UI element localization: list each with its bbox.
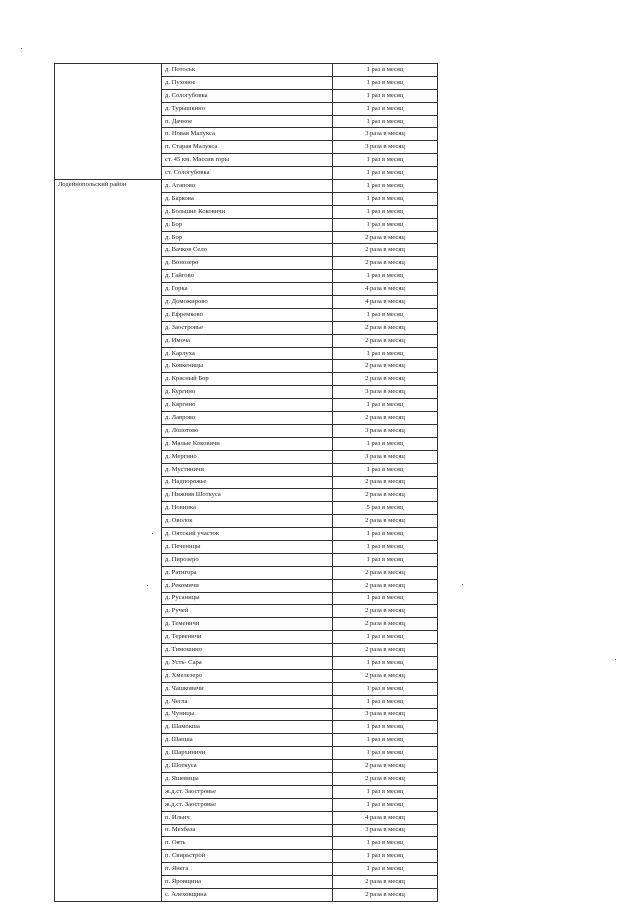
- frequency-cell: 4 раза в месяц: [333, 283, 438, 296]
- settlement-cell: ж.д.ст. Заостровье: [162, 798, 333, 811]
- settlement-cell: д. Чашковичи: [162, 682, 333, 695]
- settlement-cell: д. Надпорожье: [162, 476, 333, 489]
- frequency-cell: 1 раз в месяц: [333, 798, 438, 811]
- settlement-cell: д. Вонозеро: [162, 257, 333, 270]
- frequency-cell: 1 раз в месяц: [333, 192, 438, 205]
- frequency-cell: 5 раз в месяц: [333, 502, 438, 515]
- settlement-cell: п. Старая Малукса: [162, 141, 333, 154]
- settlement-cell: д. Турышкино: [162, 102, 333, 115]
- frequency-cell: 4 раза в месяц: [333, 296, 438, 309]
- frequency-cell: 2 раза в месяц: [333, 257, 438, 270]
- frequency-cell: 2 раза в месяц: [333, 644, 438, 657]
- frequency-cell: 1 раз в месяц: [333, 154, 438, 167]
- settlement-cell: д. Большие Коковичи: [162, 205, 333, 218]
- frequency-cell: 1 раз в месяц: [333, 734, 438, 747]
- settlement-cell: д. Доможирово: [162, 296, 333, 309]
- frequency-cell: 2 раза в месяц: [333, 876, 438, 889]
- settlement-cell: д. Теменичи: [162, 618, 333, 631]
- settlement-cell: д. Горка: [162, 283, 333, 296]
- frequency-cell: 1 раз в месяц: [333, 540, 438, 553]
- settlement-cell: д. Шархиничи: [162, 747, 333, 760]
- frequency-cell: 2 раза в месяц: [333, 360, 438, 373]
- frequency-cell: 1 раз в месяц: [333, 747, 438, 760]
- settlement-cell: п. Оять: [162, 837, 333, 850]
- frequency-cell: 1 раз в месяц: [333, 64, 438, 77]
- settlement-cell: д. Потоськ: [162, 64, 333, 77]
- settlement-cell: д. Чегла: [162, 695, 333, 708]
- settlement-cell: с. Алеховщина: [162, 889, 333, 902]
- settlement-cell: д. Баркова: [162, 192, 333, 205]
- frequency-cell: 2 раза в месяц: [333, 515, 438, 528]
- settlement-cell: д. Лаврово: [162, 412, 333, 425]
- frequency-cell: 2 раза в месяц: [333, 231, 438, 244]
- frequency-cell: 2 раза в месяц: [333, 618, 438, 631]
- settlement-cell: д. Новинка: [162, 502, 333, 515]
- settlement-cell: д. Бор: [162, 231, 333, 244]
- settlement-cell: д. Русаницы: [162, 592, 333, 605]
- frequency-cell: 1 раз в месяц: [333, 102, 438, 115]
- settlement-cell: д. Мустиничи: [162, 463, 333, 476]
- table-row: [55, 64, 438, 77]
- frequency-cell: 2 раза в месяц: [333, 373, 438, 386]
- settlement-cell: д. Яшевицы: [162, 772, 333, 785]
- frequency-cell: 1 раз в месяц: [333, 167, 438, 180]
- frequency-cell: 2 раза в месяц: [333, 566, 438, 579]
- settlement-cell: д. Заостровье: [162, 321, 333, 334]
- frequency-cell: 1 раз в месяц: [333, 850, 438, 863]
- district-cell: Лодейнопольский район: [55, 180, 162, 902]
- settlement-cell: д. Тимошино: [162, 644, 333, 657]
- frequency-cell: 1 раз в месяц: [333, 205, 438, 218]
- settlement-cell: д. Карлуха: [162, 347, 333, 360]
- settlement-cell: д. Кургино: [162, 386, 333, 399]
- settlement-cell: д. Кяргино: [162, 399, 333, 412]
- frequency-cell: 2 раза в месяц: [333, 334, 438, 347]
- settlement-cell: д. Оятский участок: [162, 528, 333, 541]
- settlement-cell: д. Сологубовка: [162, 89, 333, 102]
- frequency-cell: 3 раза в месяц: [333, 386, 438, 399]
- settlement-cell: п. Дачное: [162, 115, 333, 128]
- frequency-cell: 2 раза в месяц: [333, 669, 438, 682]
- district-cell: [55, 64, 162, 180]
- settlement-cell: д. Шамокша: [162, 721, 333, 734]
- frequency-cell: 1 раз в месяц: [333, 528, 438, 541]
- settlement-cell: п. Яровщина: [162, 876, 333, 889]
- frequency-cell: 1 раз в месяц: [333, 656, 438, 669]
- settlement-cell: д. Ратигора: [162, 566, 333, 579]
- frequency-cell: 1 раз в месяц: [333, 218, 438, 231]
- settlement-cell: д. Печеницы: [162, 540, 333, 553]
- frequency-cell: 1 раз в месяц: [333, 89, 438, 102]
- frequency-cell: 1 раз в месяц: [333, 682, 438, 695]
- frequency-cell: 3 раза в месяц: [333, 128, 438, 141]
- settlement-cell: д. Лопотово: [162, 424, 333, 437]
- frequency-cell: 2 раза в месяц: [333, 772, 438, 785]
- settlement-cell: д. Имоча: [162, 334, 333, 347]
- frequency-cell: 2 раза в месяц: [333, 889, 438, 902]
- frequency-cell: 1 раз в месяц: [333, 115, 438, 128]
- settlement-cell: д. Рекомичи: [162, 579, 333, 592]
- frequency-cell: 1 раз в месяц: [333, 463, 438, 476]
- settlement-cell: д. Хмелезеро: [162, 669, 333, 682]
- frequency-cell: 1 раз в месяц: [333, 695, 438, 708]
- frequency-cell: 2 раза в месяц: [333, 476, 438, 489]
- settlement-cell: д. Вачков Село: [162, 244, 333, 257]
- frequency-cell: 1 раз в месяц: [333, 308, 438, 321]
- settlement-cell: д. Ручей: [162, 605, 333, 618]
- settlement-cell: д. Пуховое: [162, 76, 333, 89]
- settlement-cell: д. Мергино: [162, 450, 333, 463]
- settlement-cell: д. Оволок: [162, 515, 333, 528]
- settlement-cell: п. Свирьстрой: [162, 850, 333, 863]
- settlement-cell: д. Усть- Сара: [162, 656, 333, 669]
- frequency-cell: 1 раз в месяц: [333, 347, 438, 360]
- frequency-cell: 1 раз в месяц: [333, 837, 438, 850]
- settlement-schedule-table: [54, 63, 438, 902]
- frequency-cell: 1 раз в месяц: [333, 721, 438, 734]
- frequency-cell: 2 раза в месяц: [333, 489, 438, 502]
- frequency-cell: 1 раз в месяц: [333, 437, 438, 450]
- frequency-cell: 2 раза в месяц: [333, 321, 438, 334]
- settlement-cell: д. Красный Бор: [162, 373, 333, 386]
- settlement-cell: д. Шапша: [162, 734, 333, 747]
- frequency-cell: 1 раз в месяц: [333, 76, 438, 89]
- settlement-cell: д. Агапово: [162, 180, 333, 193]
- frequency-cell: 1 раз в месяц: [333, 592, 438, 605]
- frequency-cell: 2 раза в месяц: [333, 605, 438, 618]
- settlement-cell: д. Нижняя Шоткуса: [162, 489, 333, 502]
- settlement-cell: д. Малые Коковичи: [162, 437, 333, 450]
- settlement-cell: ст. Сологубовка: [162, 167, 333, 180]
- frequency-cell: 3 раза в месяц: [333, 450, 438, 463]
- settlement-cell: д. Пирозеро: [162, 553, 333, 566]
- settlement-cell: д. Ковкеницы: [162, 360, 333, 373]
- frequency-cell: 1 раз в месяц: [333, 631, 438, 644]
- frequency-cell: 2 раза в месяц: [333, 760, 438, 773]
- settlement-cell: д. Бор: [162, 218, 333, 231]
- settlement-cell: д. Гайгово: [162, 270, 333, 283]
- settlement-cell: п. Новая Малукса: [162, 128, 333, 141]
- frequency-cell: 2 раза в месяц: [333, 412, 438, 425]
- frequency-cell: 3 раза в месяц: [333, 141, 438, 154]
- frequency-cell: 2 раза в месяц: [333, 244, 438, 257]
- frequency-cell: 1 раз в месяц: [333, 180, 438, 193]
- frequency-cell: 3 раза в месяц: [333, 824, 438, 837]
- settlement-cell: ж.д.ст. Заостровье: [162, 785, 333, 798]
- settlement-cell: п. Янега: [162, 863, 333, 876]
- frequency-cell: 3 раза в месяц: [333, 708, 438, 721]
- settlement-cell: п. Ильич: [162, 811, 333, 824]
- frequency-cell: 3 раза в месяц: [333, 424, 438, 437]
- frequency-cell: 1 раз в месяц: [333, 785, 438, 798]
- settlement-cell: ст. 45 км. Массив горы: [162, 154, 333, 167]
- frequency-cell: 2 раза в месяц: [333, 579, 438, 592]
- settlement-cell: д. Ефремково: [162, 308, 333, 321]
- settlement-cell: д. Чуницы: [162, 708, 333, 721]
- frequency-cell: 1 раз в месяц: [333, 553, 438, 566]
- frequency-cell: 1 раз в месяц: [333, 399, 438, 412]
- frequency-cell: 4 раза в месяц: [333, 811, 438, 824]
- settlement-cell: п. Мехбаза: [162, 824, 333, 837]
- table-row: [55, 180, 438, 193]
- settlement-cell: д. Тервеничи: [162, 631, 333, 644]
- frequency-cell: 1 раз в месяц: [333, 270, 438, 283]
- settlement-cell: д. Шоткуса: [162, 760, 333, 773]
- table-body: [55, 64, 438, 902]
- frequency-cell: 1 раз в месяц: [333, 863, 438, 876]
